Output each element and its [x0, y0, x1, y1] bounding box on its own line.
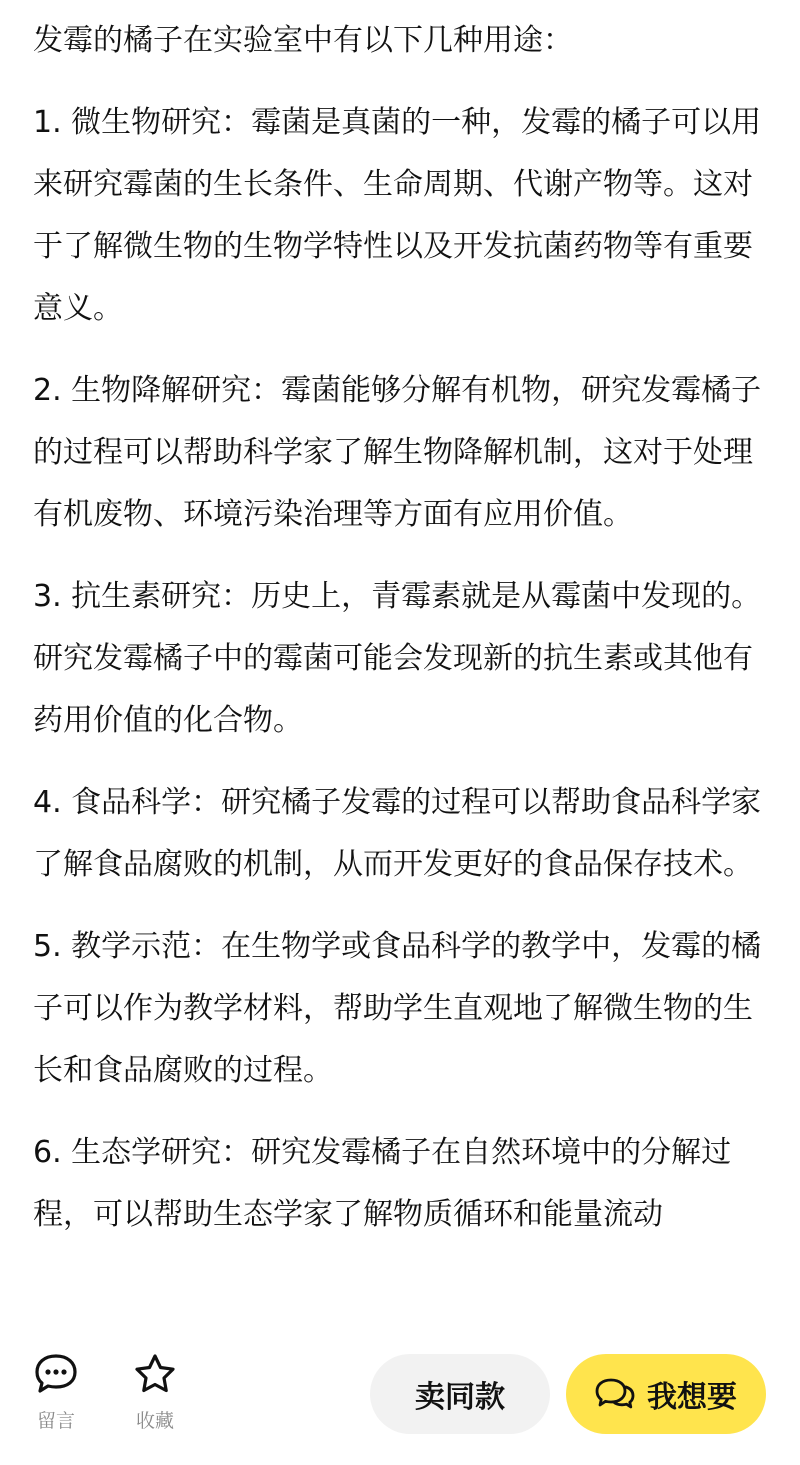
article-intro: 发霉的橘子在实验室中有以下几种用途： [33, 23, 573, 58]
sell-same-label: 卖同款 [415, 1380, 505, 1415]
list-item: 6. 生态学研究：研究发霉橘子在自然环境中的分解过程，可以帮助生态学家了解物质循环和能量流动 [33, 1135, 732, 1232]
list-item: 4. 食品科学：研究橘子发霉的过程可以帮助食品科学家了解食品腐败的机制，从而开发更好的食品保存技术。 [33, 785, 762, 882]
list-item: 5. 教学示范：在生物学或食品科学的教学中，发霉的橘子可以作为教学材料，帮助学生直观地了解微生物的生长和食品腐败的过程。 [33, 929, 762, 1088]
list-item: 1. 微生物研究：霉菌是真菌的一种，发霉的橘子可以用来研究霉菌的生长条件、生命周期、代谢产物等。这对于了解微生物的生物学特性以及开发抗菌药物等有重要意义。 [33, 105, 762, 326]
star-icon [132, 1352, 178, 1396]
list-item: 3. 抗生素研究：历史上，青霉素就是从霉菌中发现的。研究发霉橘子中的霉菌可能会发现新的抗生素或其他有药用价值的化合物。 [33, 579, 762, 738]
bottom-action-bar [0, 1340, 800, 1465]
chat-bubble-icon [33, 1352, 79, 1396]
favorite-button[interactable] [125, 1352, 185, 1433]
favorite-label: 收藏 [135, 1410, 174, 1432]
list-item: 2. 生物降解研究：霉菌能够分解有机物，研究发霉橘子的过程可以帮助科学家了解生物降解机制，这对于处理有机废物、环境污染治理等方面有应用价值。 [33, 373, 762, 532]
comment-label: 留言 [36, 1410, 75, 1432]
comment-button[interactable] [26, 1352, 86, 1433]
want-label: 我想要 [647, 1380, 737, 1415]
chat-bubbles-icon [595, 1377, 635, 1411]
sell-same-button[interactable] [370, 1354, 550, 1434]
want-button[interactable] [566, 1354, 766, 1434]
article-body [33, 10, 773, 1340]
